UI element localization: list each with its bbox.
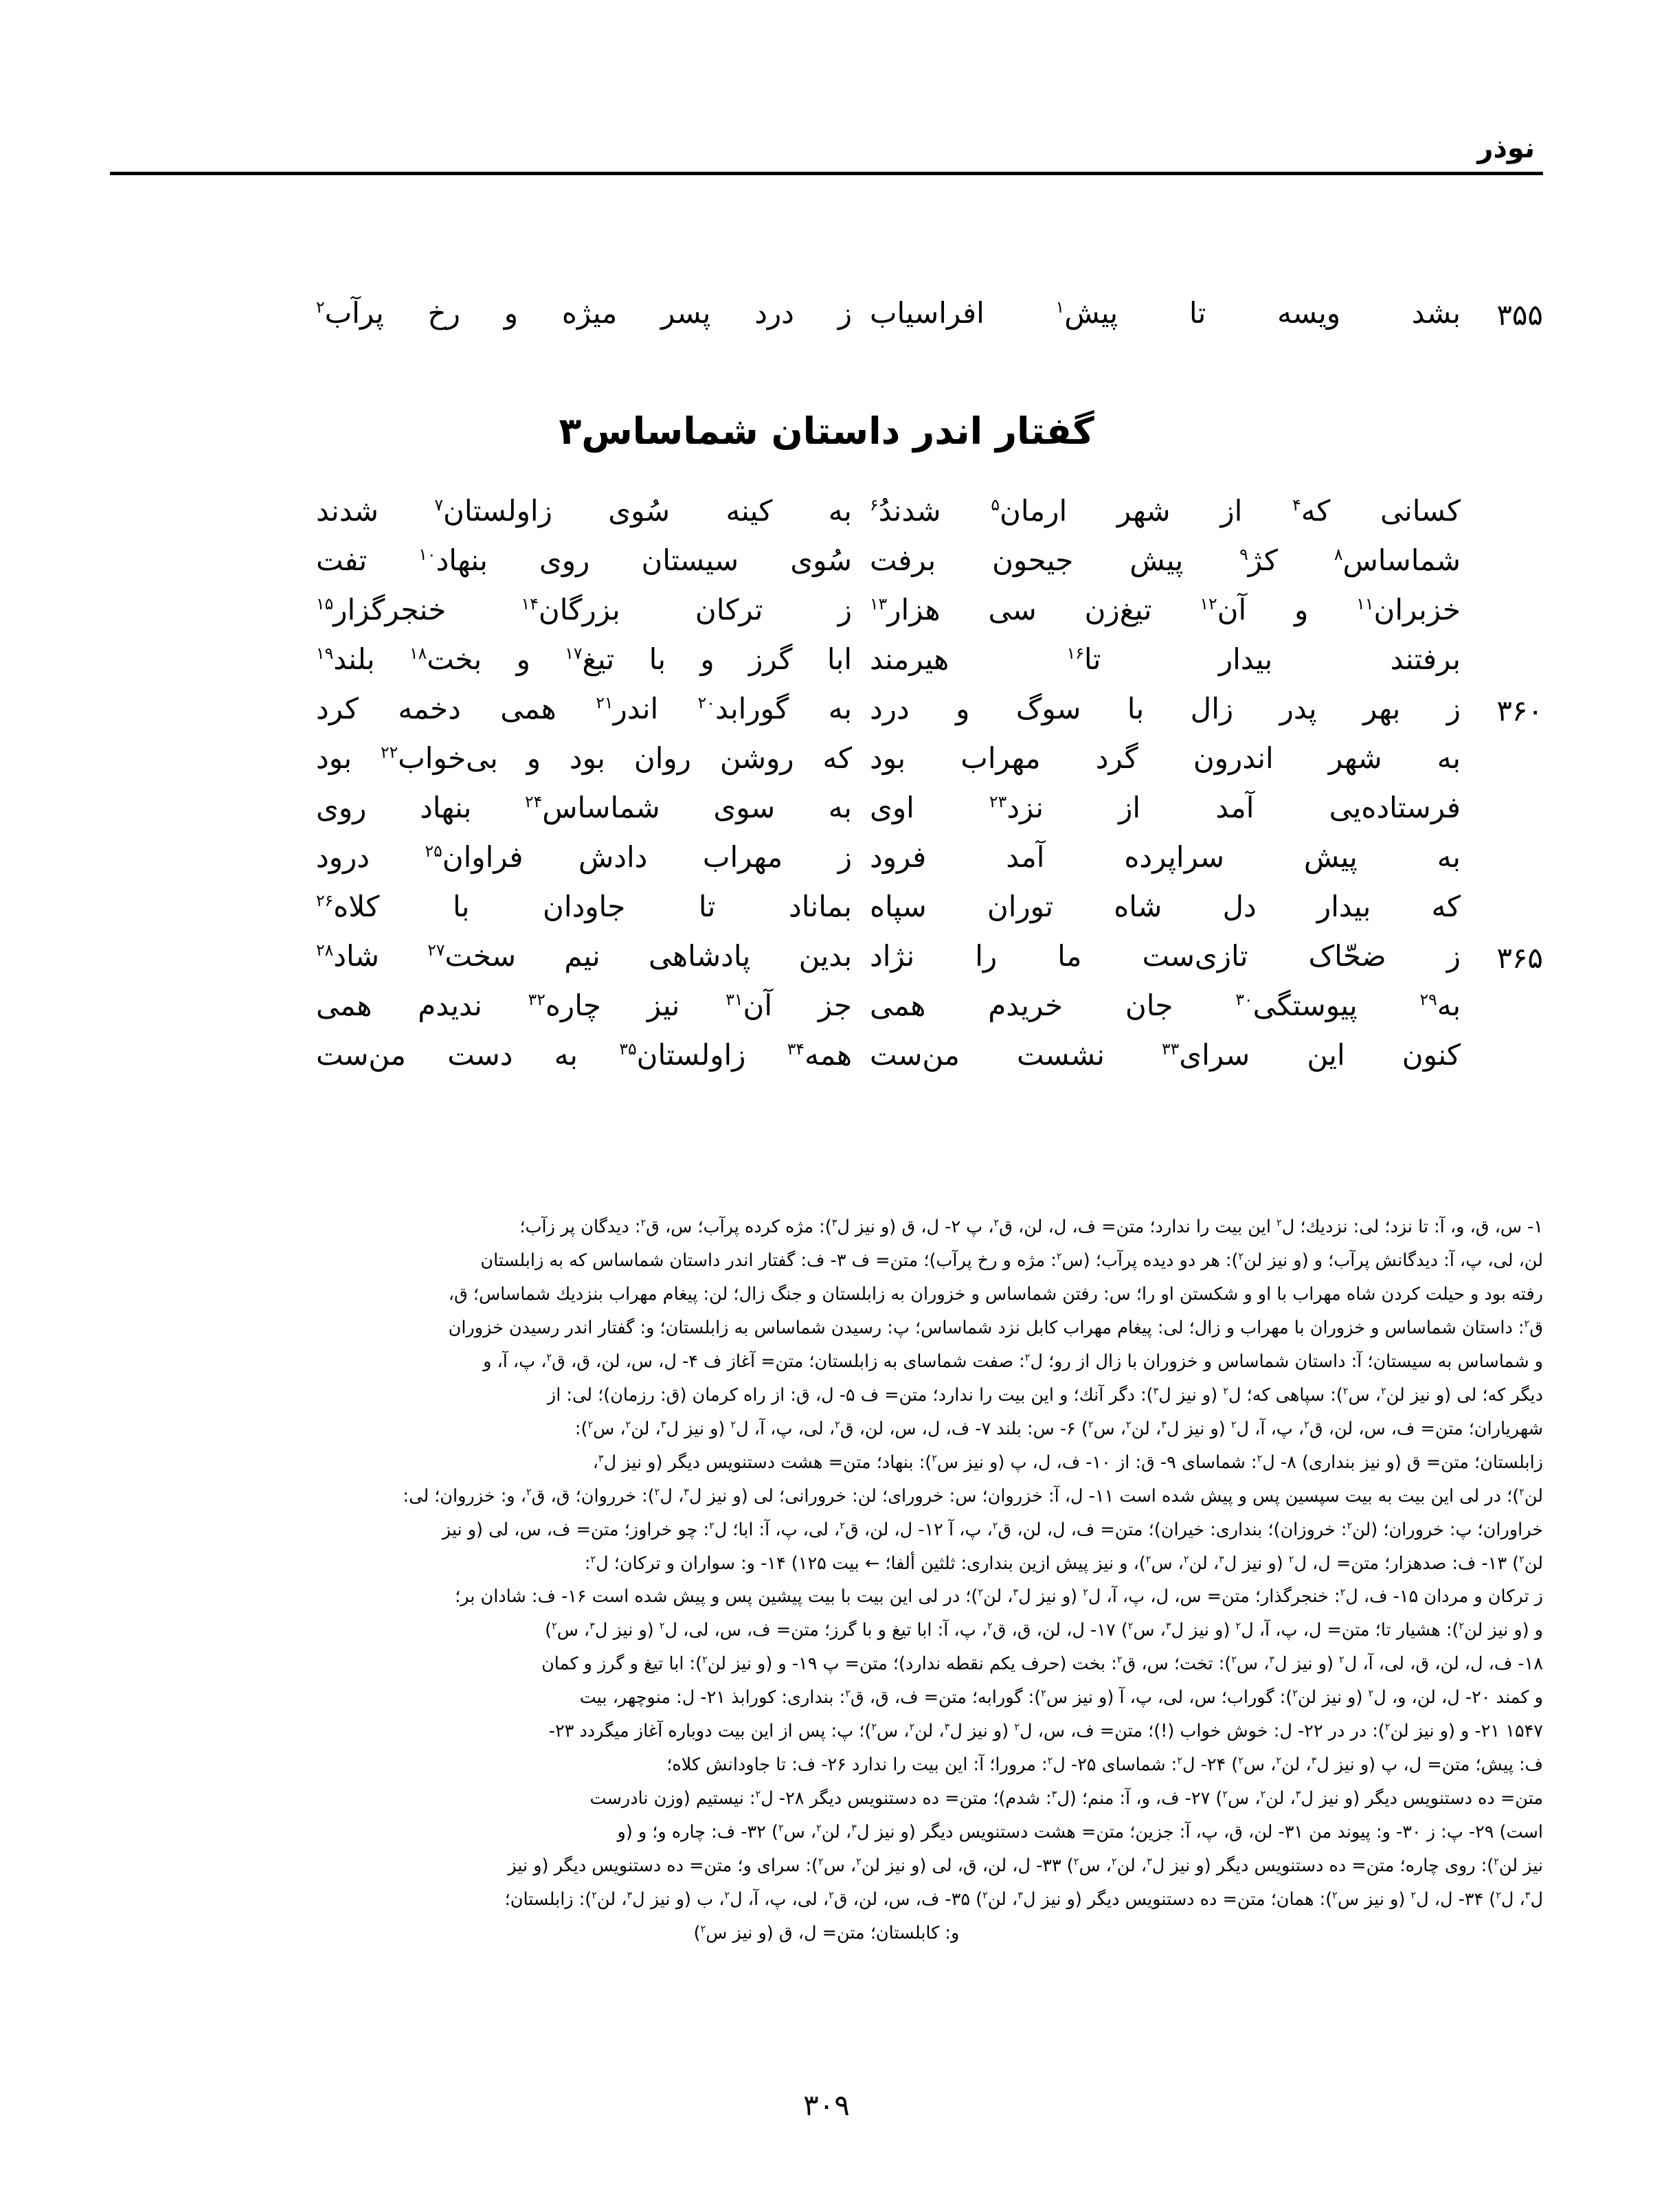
hemistich-first: شماساس$^۸$ کژ$^۹$ پیش جیحون برفت <box>870 543 1461 577</box>
apparatus-line: و شماساس به سیستان؛ آ: داستان شماساس و خزوران با زال از رو؛ ل$^۲$: صفت شماسای به زابلستان؛ متن= آغاز ف ۴- ل، س، لن، ق، ق$^۲$، پ، آ، و <box>483 1351 1543 1372</box>
verse-couplet <box>110 592 1543 642</box>
hemistich-second: ز ترکان بزرگان$^{۱۴}$ خنجرگزار$^{۱۵}$ <box>316 593 852 627</box>
apparatus-line: ز ترکان و مردان ۱۵- ف، ل$^۲$: خنجرگذار؛ متن= س، ل، پ، آ، ل$^۲$ (و نیز ل$^۳$، لن$^۲$)؛ در لى این بیت با بیت پیشین پس و پیش شده است ۱۶- ف: شادان بر؛ <box>455 1586 1543 1607</box>
apparatus-line: نیز لن$^۲$): روى چاره؛ متن= ده دستنویس دیگر (و نیز ل$^۳$، لن$^۲$، س$^۲$) ۳۳- ل، لن، ق، لی (و نیز لن$^۲$، س$^۲$): سراى و؛ متن= ده دستنویس دیگر (و نیز <box>508 1855 1543 1877</box>
hemistich-first: کسانی که$^۴$ از شهر ارمان$^۵$ شدندُ$^۶$ <box>870 494 1461 528</box>
hemistich-second: بماناد تا جاودان با کلاه$^{۲۶}$ <box>316 890 852 923</box>
verse-line-number <box>1461 1037 1543 1040</box>
verse-couplet <box>110 543 1543 592</box>
verse-line-number <box>1461 988 1543 991</box>
hemistich-first: ز ضحّاک تازی‌ست ما را نژاد <box>870 939 1461 973</box>
verse-couplet <box>110 741 1543 790</box>
hemistich-first: به$^{۲۹}$ پیوستگی$^{۳۰}$ جان خریدم همی <box>870 989 1461 1022</box>
apparatus-line: و: کابلستان؛ متن= ل، ق (و نیز س$^۲$) <box>693 1923 960 1944</box>
verse-couplet <box>110 295 1543 345</box>
hemistich-first: فرستاده‌یی آمد از نزد$^{۲۳}$ اوی <box>870 791 1461 824</box>
verse-couplet <box>110 642 1543 691</box>
verse-line-number: ۳۵۵ <box>1496 298 1543 332</box>
hemistich-second: سُوی سیستان روی بنهاد$^{۱۰}$ تفت <box>316 543 852 577</box>
apparatus-line: لن$^۲$) ۱۳- ف: صدهزار؛ متن= ل، ل$^۲$ (و نیز ل$^۳$، لن$^۲$، س$^۲$)، و نیز پیش ازین بندارى: ثلثین ألفا؛ ← بیت ۱۲۵) ۱۴- و: سواران و ترکان؛ ل$^۲$: <box>584 1553 1543 1574</box>
hemistich-second: ابا گرز و با تیغ$^{۱۷}$ و بخت$^{۱۸}$ بلند$^{۱۹}$ <box>316 642 852 676</box>
hemistich-first: ز بهر پدر زال با سوگ و درد <box>870 692 1461 725</box>
verse-couplet <box>110 790 1543 839</box>
apparatus-line: رفته بود و حیلت کردن شاه مهراب با او و شکستن او را؛ س: رفتن شماساس و خزوران به زابلستان و جنگ زال؛ لن: پیغام مهراب بنزدیك شماساس؛ ق، <box>448 1283 1543 1305</box>
verse-couplet <box>110 691 1543 741</box>
verse-line-number <box>1461 642 1543 644</box>
hemistich-first: که بیدار دل شاه توران سپاه <box>870 890 1461 923</box>
hemistich-first: به پیش سراپرده آمد فرود <box>870 840 1461 874</box>
page-number: ۳۰۹ <box>803 2088 850 2122</box>
hemistich-second: ز مهراب دادش فراوان$^{۲۵}$ درود <box>316 840 852 874</box>
verse-couplet <box>110 493 1543 543</box>
apparatus-line: ق$^۲$: داستان شماساس و خزوران با مهراب و زال؛ لی: پیغام مهراب کابل نزد شماساس؛ پ: رسیدن شماساس به زابلستان؛ و: گفتار اندر رسیدن خزوران <box>448 1317 1543 1338</box>
apparatus-line: و (و نیز لن$^۲$): هشیار تا؛ متن= ل، پ، آ، ل$^۲$ (و نیز ل$^۳$، س$^۲$) ۱۷- ل، لن، ق، ق$^۲$، پ، آ: ابا تیغ و با گرز؛ متن= ف، س، لی، ل$^۲$ (و نیز ل$^۳$، س$^۲$) <box>545 1620 1543 1641</box>
hemistich-second: ز درد پسر میژه و رخ پرآب$^۲$ <box>316 296 852 330</box>
running-title: نوذر <box>1477 133 1535 164</box>
apparatus-line: ۱۸- ف، ل، لن، ق، لی، آ، ل$^۲$ (و نیز ل$^۳$، س$^۲$): تخت؛ س، ق$^۲$: بخت (حرف یکم نقطه ندارد)؛ متن= پ ۱۹- و (و نیز لن$^۲$): ابا تیغ و گرز و کمان <box>541 1654 1543 1675</box>
verse-couplet <box>110 889 1543 938</box>
header-divider-rule <box>110 172 1543 175</box>
apparatus-line: شهریاران؛ متن= ف، س، لن، ق$^۲$، پ، آ، ل$^۲$ (و نیز ل$^۳$، لن$^۲$، س$^۲$) ۶- س: بلند ۷- ف، ل، س، لن، ق$^۲$، لی، پ، آ، ل$^۲$ (و نیز ل$^۳$، لن$^۲$، س$^۲$): <box>574 1418 1543 1439</box>
verse-couplet <box>110 839 1543 889</box>
apparatus-line: دیگر که؛ لی (و نیز لن$^۲$، س$^۲$): سپاهی که؛ ل$^۲$ (و نیز ل$^۳$): دگر آنك؛ و این بیت را ندارد؛ متن= ف ۵- ل، ق: از راه کرمان (ق: رزمان)؛ لی: از <box>547 1384 1543 1406</box>
verse-line-number <box>1461 741 1543 743</box>
apparatus-criticus <box>110 1210 1543 1950</box>
apparatus-line: لن، لی، پ، آ: دیدگانش پرآب؛ و (و نیز لن$^۲$): هر دو دیده پرآب؛ (س$^۲$: مژه و رخ پرآب)؛ متن= ف ۳- ف: گفتار اندر داستان شماساس که به زابلستان <box>480 1250 1543 1271</box>
verse-line-number: ۳۶۰ <box>1496 694 1543 727</box>
apparatus-line: ۱- س، ق، و، آ: تا نزد؛ لی: نزدیك؛ ل$^۲$ این بیت را ندارد؛ متن= ف، ل، لن، ق$^۲$، پ ۲- ل، ق (و نیز ل$^۳$): مژه کرده پرآب؛ س، ق$^۲$: دیدگان پر زآب؛ <box>519 1217 1543 1237</box>
apparatus-line: خراوران؛ پ: خروران؛ (لن$^۲$: خروزان)؛ بندارى: خیران)؛ متن= ف، ل، لن، ق$^۲$، پ، آ ۱۲- ل، لن، ق$^۲$، لی، پ، آ: ابا؛ ل$^۲$: چو خراوز؛ متن= ف، س، لی (و نیز <box>442 1519 1543 1540</box>
section-heading: گفتار اندر داستان شماساس۳ <box>559 409 1094 453</box>
apparatus-line: ۱۵۴۷ ۲۱- و (و نیز لن$^۲$): در در ۲۲- ل: خوش خواب (!)؛ متن= ف، س، ل$^۲$ (و نیز ل$^۳$، لن$^۲$، س$^۲$)؛ پ: پس از این بیت دوباره آغاز میگردد ۲۳- <box>548 1721 1543 1742</box>
verse-line-number <box>1461 493 1543 496</box>
hemistich-second: به کینه سُوی زاولستان$^۷$ شدند <box>316 494 852 528</box>
hemistich-second: به گورابد$^{۲۰}$ اندر$^{۲۱}$ همی دخمه کرد <box>316 692 853 725</box>
apparatus-line: و کمند ۲۰- ل، لن، و، ل$^۲$ (و نیز لن$^۲$): گوراب؛ س، لی، پ، آ (و نیز س$^۲$): گورابه؛ متن= ف، ق، ق$^۲$: بندارى: کورابذ ۲۱- ل: منوچهر، بیت <box>579 1687 1543 1708</box>
apparatus-line: لن$^۲$)؛ در لى این بیت به بیت سپسین پس و پیش شده است ۱۱- ل، آ: خزروان؛ س: خروراى؛ لن: خرورانى؛ لی (و نیز ل$^۳$، ل$^۲$): خرروان؛ ق، ق$^۲$، و: خزروان؛ لی: <box>403 1485 1543 1506</box>
hemistich-second: که روشن روان بود و بی‌خواب$^{۲۲}$ بود <box>316 741 852 775</box>
hemistich-second: به سوی شماساس$^{۲۴}$ بنهاد روی <box>316 791 852 824</box>
hemistich-first: به شهر اندرون گرد مهراب بود <box>870 741 1461 775</box>
apparatus-line: متن= ده دستنویس دیگر (و نیز ل$^۳$، لن$^۲$، س$^۲$) ۲۷- ف، و، آ: منم؛ (ل$^۳$: شدم)؛ متن= ده دستنویس دیگر ۲۸- ل$^۲$: نیستیم (وزن نادرست <box>589 1788 1543 1809</box>
hemistich-second: جز آن$^{۳۱}$ نیز چاره$^{۳۲}$ ندیدم همی <box>316 989 852 1022</box>
verse-line-number <box>1461 592 1543 595</box>
page-header <box>110 135 1543 196</box>
hemistich-first: بشد ویسه تا پیش$^۱$ افراسیاب <box>870 296 1461 330</box>
verse-line-number <box>1461 889 1543 892</box>
verse-line-number <box>1461 543 1543 545</box>
verse-line-number <box>1461 839 1543 842</box>
hemistich-first: خزبران$^{۱۱}$ و آن$^{۱۲}$ تیغ‌زن سی هزار$^{۱۳}$ <box>870 593 1461 627</box>
hemistich-second: بدین پادشاهی نیم سخت$^{۲۷}$ شاد$^{۲۸}$ <box>316 939 853 973</box>
hemistich-first: برفتند بیدار تا$^{۱۶}$ هیرمند <box>870 642 1461 676</box>
verse-couplet <box>110 938 1543 988</box>
hemistich-first: کنون این سرای$^{۳۳}$ نشست من‌ست <box>870 1038 1461 1072</box>
verse-couplet <box>110 988 1543 1037</box>
apparatus-line: ل$^۳$، ل$^۲$) ۳۴- ل، ل$^۲$ (و نیز س$^۲$): همان؛ متن= ده دستنویس دیگر (و نیز ل$^۳$، لن$^۲$) ۳۵- ف، س، لن، ق$^۲$، لی، پ، آ، ل$^۲$، ب (و نیز ل$^۳$، لن$^۲$): زابلستان؛ <box>504 1889 1543 1910</box>
verse-line-number <box>1461 790 1543 793</box>
apparatus-line: است) ۲۹- پ: ز ۳۰- و: پیوند من ۳۱- لن، ق، پ، آ: جزین؛ متن= هشت دستنویس دیگر (و نیز ل$^۳$، لن$^۲$، س$^۲$) ۳۲- ف: چاره و؛ و (و <box>617 1822 1543 1843</box>
apparatus-line: ف: پیش؛ متن= ل، پ (و نیز ل$^۳$، لن$^۲$، س$^۲$) ۲۴- ل$^۲$: شماساى ۲۵- ل$^۲$: مرورا؛ آ: این بیت را ندارد ۲۶- ف: تا جاودانش کلاه؛ <box>666 1754 1543 1776</box>
hemistich-second: همه$^{۳۴}$ زاولستان$^{۳۵}$ به دست من‌ست <box>316 1038 853 1072</box>
apparatus-line: زابلستان؛ متن= ق (و نیز بندارى) ۸- ل$^۲$: شماساى ۹- ق: از ۱۰- ف، ل، پ (و نیز س$^۲$): بنهاد؛ متن= هشت دستنویس دیگر (و نیز ل$^۳$، <box>592 1452 1543 1473</box>
verse-line-number: ۳۶۵ <box>1496 941 1543 975</box>
verse-couplet <box>110 1037 1543 1087</box>
verse-area <box>110 295 1543 1087</box>
